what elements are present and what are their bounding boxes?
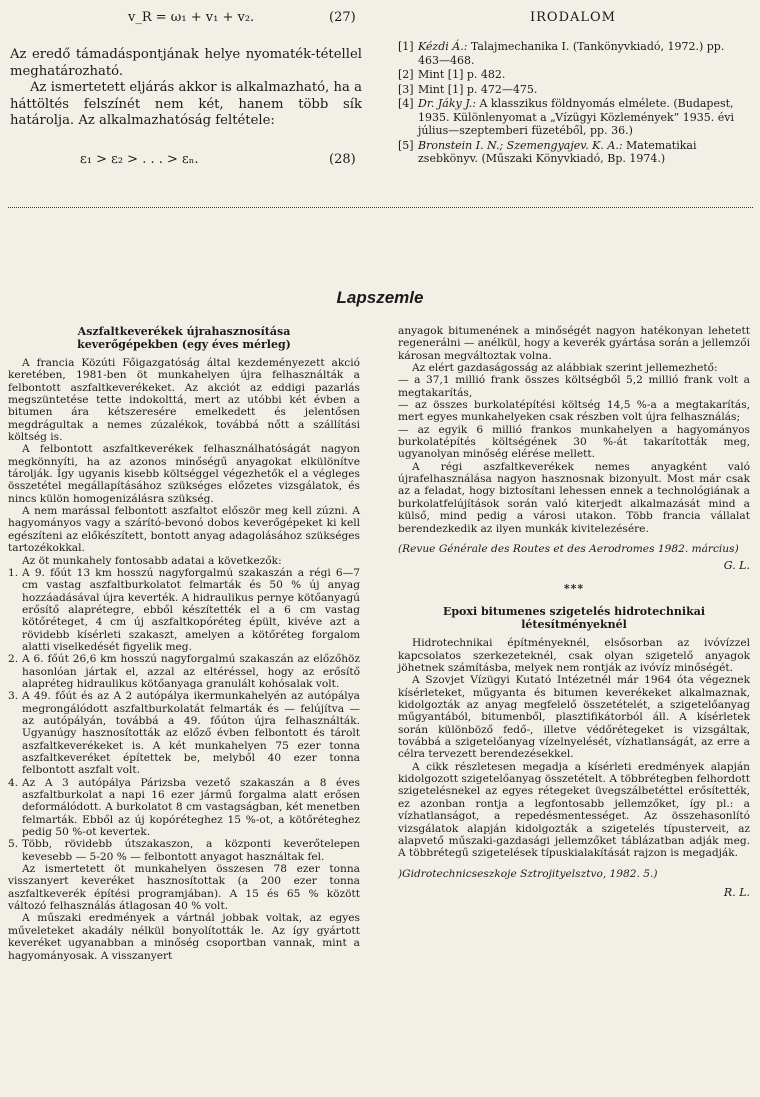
equation-number-27: (27) — [329, 10, 356, 25]
paragraph: Az ismertetett eljárás akkor is alkalmazható, ha a háttöltés felszínét nem két, hanem több sík határolja. Az alkalmazhatóság feltétele: — [10, 80, 362, 128]
article-1-title: Aszfaltkeverékek újrahasznosítása keverőgépekben (egy éves mérleg) — [77, 325, 291, 351]
article-1-right — [398, 325, 750, 899]
article-1-body — [8, 357, 360, 962]
paragraph: Az öt munkahely fontosabb adatai a következők: — [22, 554, 282, 567]
article-2-body — [398, 637, 750, 859]
article-1-source: (Revue Générale des Routes et des Aerodromes 1982. március) — [398, 542, 739, 555]
reference-item: [5] Bronstein I. N.; Szemengyajev. K. A.: Matematikai zsebkönyv. (Műszaki Könyvkiadó, Bp. 1974.) — [398, 138, 697, 165]
article-2-source: )Gidrotechnicseszkoje Sztrojityelsztvo, 1982. 5.) — [398, 867, 658, 880]
list-item: 1. A 9. főút 13 km hosszú nagyforgalmú szakaszán a régi 6—7 cm vastag aszfaltburkolatot felmarták és 50 % új anyag hozzáadásával újra keverték. A hidraulikus pernye kötőanyagú erősítő alaprétegre, ebből készítették el a 6 cm vastag kötőréteget, 4 cm új aszfaltkopóréteg épült, kivéve azt a rövidebb kísérleti szakaszt, amelyen a kötőréteg forgalom alatti viselkedését figyelik meg. — [8, 566, 360, 653]
section-title: Lapszemle — [336, 288, 424, 307]
paragraph: A francia Közúti Főigazgatóság által kezdeményezett akció keretében, 1981-ben öt munkahelyen újra felhasználták a felbontott aszfaltkeverékeket. Az akciót az eddigi pazarlás megszüntetése tette indokolttá, mert az utóbbi két évben a bitumen ára kétszeresére emelkedett és jelentősen megdrágultak a nemes zúzalékok, továbbá nőtt a szállítási költség is. — [8, 357, 360, 444]
article-1-signature: G. L. — [723, 559, 750, 573]
list-item: 2. A 6. főút 26,6 km hosszú nagyforgalmú szakaszán az előzőhöz hasonlóan jártak el, azzal az eltéréssel, hogy az erősítő alapréteg hidraulikus kötőanyaga granulált kohósalak volt. — [8, 653, 360, 690]
article-2-title: Epoxi bitumenes szigetelés hidrotechnikai létesítményeknél — [442, 605, 706, 632]
reference-item: [2] Mint [1] p. 482. — [398, 68, 506, 81]
article-2-signature: R. L. — [723, 886, 750, 900]
dash-item: — az egyik 6 millió frankos munkahelyen a hagyományos burkolatépítés költségének 30 %-át takarították meg, ugyanolyan minőség elérése mellett. — [398, 423, 750, 461]
previous-article-text — [10, 47, 362, 130]
reference-item: [1] Kézdi Á.: Talajmechanika I. (Tankönyvkiadó, 1972.) pp. 463—468. — [398, 40, 725, 67]
equation-28: ε₁ > ε₂ > . . . > εₙ. — [80, 152, 199, 167]
paragraph: A műszaki eredmények a vártnál jobbak voltak, az egyes műveleteket akadály nélkül bonyolították le. Az így gyártott keveréket ugyanabban a minőség csoportban vannak, mint a hagyományosak. A visszanyert — [8, 912, 360, 962]
paragraph: A cikk részletesen megadja a kísérleti eredmények alapján kidolgozott szigetelőanyag összetételt. A többrétegben felhordott szigetelésnekel az egyes rétegeket üvegszálbetéttel erősítették, ez azonban rontja a legfontosabb jellemzőket, így pl.: a vízhatlanságot, a repedésmentességet. Az összehasonlító vizsgálatok alapján kidolgozták a szigetelés típusterveit, az alapvető műszaki-gazdasági jellemzőket táblázatban adják meg. A többrétegű szigetelések típuskialakítását rajzon is megadják. — [398, 760, 750, 860]
paragraph: Az ismertetett öt munkahelyen összesen 78 ezer tonna visszanyert keveréket hasznosítottak (a 200 ezer tonna aszfaltkeverék építési programjában). A 15 és 65 % között változó felhasználás átlagosan 40 % volt. — [8, 863, 360, 913]
section-divider — [8, 207, 753, 208]
references-list — [398, 40, 748, 167]
paragraph: A felbontott aszfaltkeverékek felhasználhatóságát nagyon megkönnyíti, ha az azonos minőségű anyagokat elkülönítve tárolják. Így ugyanis kisebb költséggel végezhetők el a végleges összetétel megállapításához szükséges előzetes vizsgálatok, és nincs külön homogenizálásra szükség. — [8, 443, 360, 505]
list-item: 5. Több, rövidebb útszakaszon, a központi keverőtelepen kevesebb — 5-20 % — felbontott anyagot használtak fel. — [8, 838, 360, 863]
equation-27: v_R = ω₁ + v₁ + v₂. — [128, 10, 255, 25]
paragraph: A régi aszfaltkeverékek nemes anyagként való újrafelhasználása nagyon hasznosnak bizonyult. Most már csak az a feladat, hogy biztosítani lehessen ennek a technológiának a burkolatfelújítások során való kiterjedt alkalmazását mind a külső, mind pedig a városi utakon. Több francia vállalat berendezkedik az ilyen munkák kivitelezésére. — [398, 460, 750, 535]
equation-number-28: (28) — [329, 152, 356, 167]
paragraph: A Szovjet Vízügyi Kutató Intézetnél már 1964 óta végeznek kísérleteket, műgyanta és bitumen keverékeket alkalmaznak, kidolgozták az anyag megfelelő összetételét, a szigetelőanyag műgyantából, bitumenből, plasztifikátorból áll. A kísérletek során különböző fedő-, illetve védőrétegeket is vizsgáltak, továbbá a szigetelőanyag vízelnyelését, vízhatlanságát, az erre a célra tervezett berendezésekkel. — [398, 674, 750, 761]
paragraph: anyagok bitumenének a minőségét nagyon hatékonyan lehetett regenerálni — anélkül, hogy a keverék gyártása során a jellemzői károsan megváltoztak volna. — [398, 325, 750, 362]
paragraph: Az eredő támadáspontjának helye nyomaték-tétellel meghatározható. — [10, 47, 362, 79]
article-1-left — [8, 325, 360, 962]
article-separator: *** — [563, 582, 585, 596]
list-item: 4. Az A 3 autópálya Párizsba vezető szakaszán a 8 éves aszfaltburkolat a napi 16 ezer jármű forgalma alatt erősen deformálódott. A burkolatot 8 cm vastagságban, két menetben felmarták. Ebből az új kopóréteghez 15 %-ot, a kötőréteghez pedig 50 %-ot kevertek. — [8, 776, 360, 839]
article-1-continued — [398, 325, 750, 535]
reference-item: [3] Mint [1] p. 472—475. — [398, 82, 538, 96]
reference-item: [4] Dr. Jáky J.: A klasszikus földnyomás elmélete. (Budapest, 1935. Különlenyomat a „Vízügyi Közlemények” 1935. évi július—szeptemberi füzetéből, pp. 36.) — [398, 97, 735, 137]
list-item: 3. A 49. főút és az A 2 autópálya ikermunkahelyén az autópálya megrongálódott aszfaltburkolatát felmarták és — felújítva — az autópályán, továbbá a 49. főúton újra felhasználták. Ugyanúgy hasznosították az előző évben felbontott és tárolt aszfaltkeverékeket is. A két munkahelyen 75 ezer tonna aszfaltkeveréket építettek be, melyből 40 ezer tonna felbontott aszfalt volt. — [8, 690, 360, 777]
paragraph: A nem marással felbontott aszfaltot először meg kell zúzni. A hagyományos vagy a szárító-bevonó dobos keverőgépeket ki kell egészíteni az előkészített, bontott anyag adagolásához szükséges tartozékokkal. — [8, 505, 360, 555]
dash-item: — az összes burkolatépítési költség 14,5 %-a a megtakarítás, mert egyes munkahelyeken csak részben volt újra felhasználás; — [398, 399, 750, 424]
dash-item: — a 37,1 millió frank összes költségből 5,2 millió frank volt a megtakarítás, — [398, 374, 750, 399]
paragraph: Az elért gazdaságosság az alábbiak szerint jellemezhető: — [412, 362, 718, 375]
paragraph: Hidrotechnikai építményeknél, elsősorban az ivóvízzel kapcsolatos szerkezeteknél, csak olyan szigetelő anyagok jöhetnek számításba, melyek nem rontják az ivóvíz minőségét. — [398, 637, 750, 675]
references-heading: IRODALOM — [530, 10, 616, 25]
